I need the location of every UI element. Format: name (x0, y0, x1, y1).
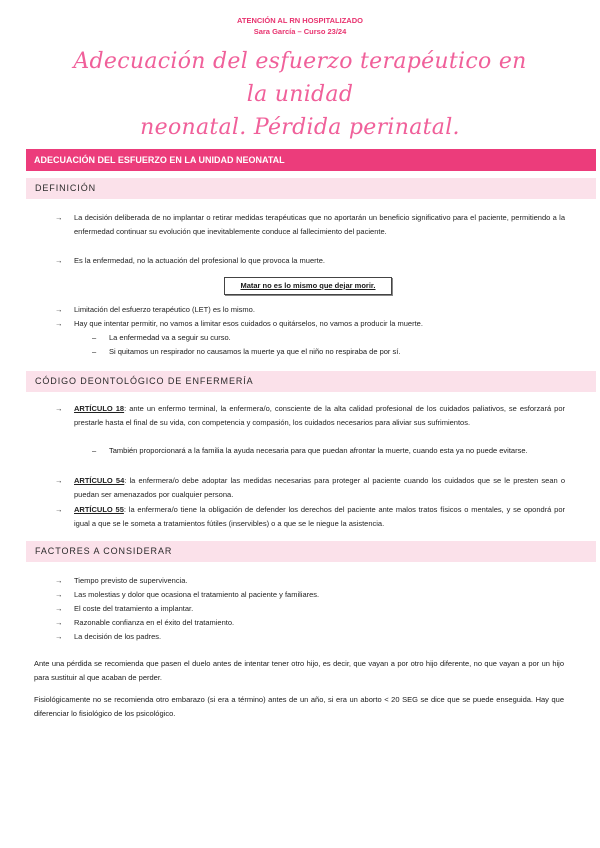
list-item: → Hay que intentar permitir, no vamos a limitar esos cuidados o quitárselos, no vamos a producir la muerte. (55, 317, 565, 331)
arrow-icon: → (55, 604, 63, 613)
header-author: Sara García – Curso 23/24 (253, 27, 347, 36)
arrow-icon: → (55, 618, 63, 627)
boxed-quote: Matar no es lo mismo que dejar morir. (224, 277, 392, 295)
dash-icon: – (92, 333, 97, 342)
arrow-icon: → (55, 213, 63, 222)
sub-list-item: – También proporcionará a la familia la ayuda necesaria para que puedan afrontar la muerte, cuando esta ya no puede evitarse. (92, 444, 562, 458)
article-label: ARTÍCULO 55 (74, 505, 124, 514)
main-section-heading: ADECUACIÓN DEL ESFUERZO EN LA UNIDAD NEONATAL (26, 149, 596, 171)
sub-list-item: – La enfermedad va a seguir su curso. (92, 331, 562, 345)
paragraph-duelo: Ante una pérdida se recomienda que pasen el duelo antes de intentar tener otro hijo, es decir, que vayan a por otro hijo diferente, no que vayan a por un hijo para sustituir al que acaban de perder. (34, 659, 564, 682)
header-course: ATENCIÓN AL RN HOSPITALIZADO (237, 16, 363, 25)
list-item: → Las molestias y dolor que ocasiona el tratamiento al paciente y familiares. (55, 588, 565, 602)
list-item-articulo-18: → ARTÍCULO 18: ante un enfermo terminal, la enfermera/o, consciente de la alta calidad profesional de los cuidados paliativos, se esforzará por prestarle hasta el final de su vida, con competencia y compasión, los cuidados necesarios para aliviar sus sufrimientos. (55, 404, 565, 427)
arrow-icon: → (55, 632, 63, 641)
section-heading-factores: FACTORES A CONSIDERAR (26, 541, 596, 562)
arrow-icon: → (55, 319, 63, 328)
arrow-icon: → (55, 476, 63, 485)
list-item: → Limitación del esfuerzo terapéutico (LET) es lo mismo. (55, 303, 565, 317)
arrow-icon: → (55, 590, 63, 599)
arrow-icon: → (55, 404, 63, 413)
list-item: → Es la enfermedad, no la actuación del profesional lo que provoca la muerte. (55, 254, 565, 268)
page-title (60, 45, 540, 144)
list-item: → El coste del tratamiento a implantar. (55, 602, 565, 616)
arrow-icon: → (55, 505, 63, 514)
paragraph-embarazo: Fisiológicamente no se recomienda otro embarazo (si era a término) antes de un año, si era un aborto < 20 SEG se dice que se puede enseguida. Hay que diferenciar lo fisiológico de los psicológico. (34, 695, 564, 718)
list-item: → Razonable confianza en el éxito del tratamiento. (55, 616, 565, 630)
dash-icon: – (92, 446, 97, 455)
section-heading-codigo: CÓDIGO DEONTOLÓGICO DE ENFERMERÍA (26, 371, 596, 392)
list-item-articulo-54: → ARTÍCULO 54: la enfermera/o debe adoptar las medidas necesarias para proteger al paciente cuando los cuidados que se le presten sean o puedan ser amenazados por cualquier persona. (55, 476, 566, 499)
list-item: → La decisión de los padres. (55, 630, 565, 644)
section-heading-definicion: DEFINICIÓN (26, 178, 596, 199)
sub-list-item: – Si quitamos un respirador no causamos la muerte ya que el niño no respiraba de por sí. (92, 345, 562, 359)
article-label: ARTÍCULO 54 (74, 476, 125, 485)
list-item: → Tiempo previsto de supervivencia. (55, 574, 565, 588)
arrow-icon: → (55, 576, 63, 585)
list-item-articulo-55: → ARTÍCULO 55: la enfermera/o tiene la obligación de defender los derechos del paciente ante malos tratos físicos o mentales, y se opondrá por igual a que se le someta a tratamientos fútiles (inservibles) o a que se le niegue la asistencia. (55, 505, 565, 528)
title-line-2: neonatal. Pérdida perinatal. (140, 115, 460, 140)
dash-icon: – (92, 347, 97, 356)
article-label: ARTÍCULO 18 (74, 404, 125, 413)
arrow-icon: → (55, 305, 63, 314)
title-line-1: Adecuación del esfuerzo terapéutico en la unidad (73, 49, 527, 107)
list-item: → La decisión deliberada de no implantar o retirar medidas terapéuticas que no aportarán un beneficio significativo para el paciente, permitiendo a la enfermedad continuar su evolución que inevitablemente conduce al fallecimiento del paciente. (55, 213, 565, 236)
arrow-icon: → (55, 256, 63, 265)
